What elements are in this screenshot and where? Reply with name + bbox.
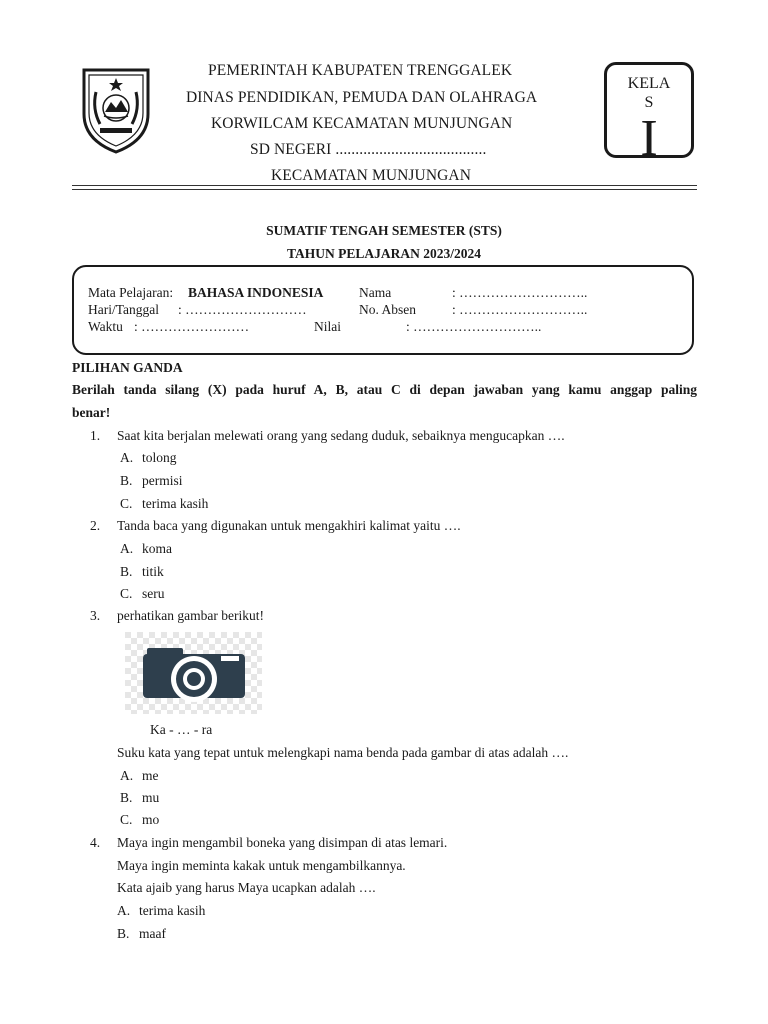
name-field[interactable]: : ……………………….. [452, 285, 588, 300]
instruction-line2: benar! [72, 405, 111, 420]
option-text: seru [142, 586, 165, 601]
question-number: 4. [90, 835, 101, 850]
class-label-line2: S [644, 94, 654, 111]
question-text: Saat kita berjalan melewati orang yang sedang duduk, sebaiknya mengucapkan …. [117, 428, 565, 443]
student-info-box [72, 265, 694, 355]
header-district: KECAMATAN MUNJUNGAN [271, 167, 472, 184]
option-text: me [142, 768, 159, 783]
question-text: Kata ajaib yang harus Maya ucapkan adalah …. [117, 880, 376, 895]
class-label-line1: KELA [627, 75, 671, 92]
option-letter[interactable]: B. [117, 926, 130, 941]
academic-year: TAHUN PELAJARAN 2023/2024 [286, 246, 481, 261]
question-number: 1. [90, 428, 101, 443]
option-text: tolong [142, 450, 177, 465]
option-letter[interactable]: B. [120, 473, 133, 488]
option-letter[interactable]: B. [120, 790, 133, 805]
time-field[interactable]: : …………………… [134, 319, 250, 334]
option-text: maaf [139, 926, 166, 941]
option-text: permisi [142, 473, 183, 488]
option-letter[interactable]: C. [120, 586, 133, 601]
section-heading: PILIHAN GANDA [72, 360, 183, 375]
name-label: Nama [359, 285, 392, 300]
camera-icon [143, 648, 245, 702]
class-label [607, 74, 691, 112]
score-field[interactable]: : ……………………….. [406, 319, 542, 334]
image-caption: Ka - … - ra [150, 722, 213, 737]
question-number: 2. [90, 518, 101, 533]
date-label: Hari/Tanggal [88, 302, 160, 317]
option-letter[interactable]: C. [120, 812, 133, 827]
question-text: Maya ingin meminta kakak untuk mengambilkannya. [117, 858, 406, 873]
option-letter[interactable]: A. [117, 903, 131, 918]
date-field[interactable]: : ……………………… [178, 302, 307, 317]
score-label: Nilai [314, 319, 341, 334]
option-text: terima kasih [139, 903, 206, 918]
time-label: Waktu [88, 319, 123, 334]
absence-number-label: No. Absen [359, 302, 416, 317]
subject-value: BAHASA INDONESIA [188, 285, 324, 300]
option-text: koma [142, 541, 172, 556]
exam-title: SUMATIF TENGAH SEMESTER (STS) [266, 223, 502, 238]
regency-emblem-logo [78, 64, 154, 154]
class-value: I [640, 110, 658, 167]
question-text: Maya ingin mengambil boneka yang disimpan di atas lemari. [117, 835, 448, 850]
class-box [604, 62, 694, 167]
option-letter[interactable]: A. [120, 541, 134, 556]
question-text: perhatikan gambar berikut! [117, 608, 264, 623]
option-letter[interactable]: C. [120, 496, 133, 511]
option-letter[interactable]: B. [120, 564, 133, 579]
header-divider-thick [72, 185, 697, 186]
question-text: Tanda baca yang digunakan untuk mengakhiri kalimat yaitu …. [117, 518, 461, 533]
header-regency: PEMERINTAH KABUPATEN TRENGGALEK [208, 62, 513, 79]
absence-number-field[interactable]: : ……………………….. [452, 302, 588, 317]
header-school: SD NEGERI ...................................... [250, 141, 487, 158]
option-text: mo [142, 812, 160, 827]
option-text: terima kasih [142, 496, 209, 511]
subject-label: Mata Pelajaran: [88, 285, 174, 300]
option-text: mu [142, 790, 160, 805]
header-korwilcam: KORWILCAM KECAMATAN MUNJUNGAN [211, 115, 513, 132]
question-number: 3. [90, 608, 101, 623]
camera-image [125, 632, 262, 714]
option-letter[interactable]: A. [120, 450, 134, 465]
option-text: titik [142, 564, 164, 579]
option-letter[interactable]: A. [120, 768, 134, 783]
question-text: Suku kata yang tepat untuk melengkapi nama benda pada gambar di atas adalah …. [117, 745, 569, 760]
instruction-line1: Berilah tanda silang (X) pada huruf A, B, atau C di depan jawaban yang kamu anggap paling [72, 382, 697, 397]
header-department: DINAS PENDIDIKAN, PEMUDA DAN OLAHRAGA [186, 89, 538, 106]
header-divider-thin [72, 189, 697, 190]
